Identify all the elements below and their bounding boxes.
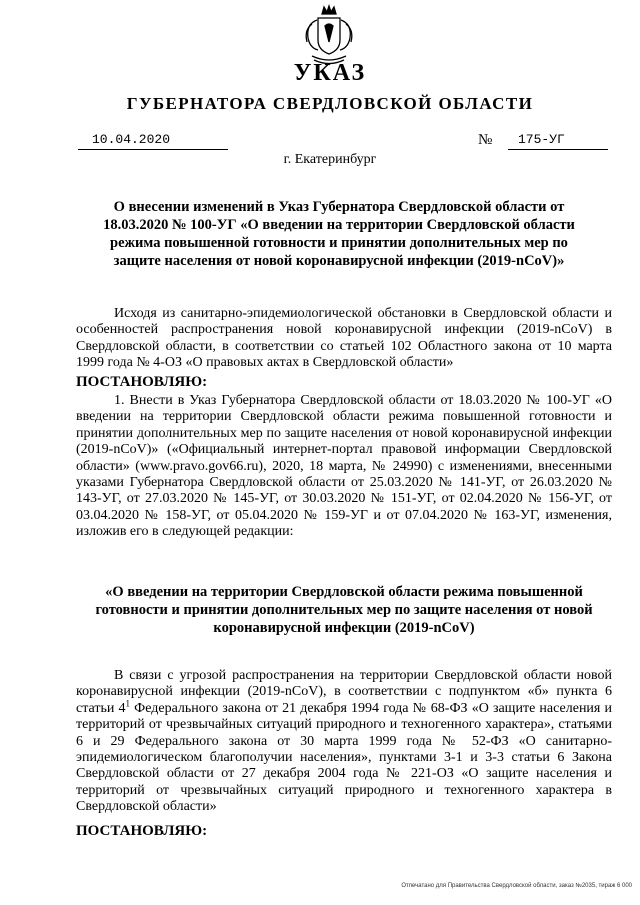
document-type-title: УКАЗ [293,60,367,86]
paragraph-basis-text-b: Федерального закона от 21 декабря 1994 года № 68-ФЗ «О защите населения и территорий от чрезвычайных ситуаций природного и техногенного характера», статьями 6 и 29 Федерального закона от 30 марта 1999 года № 52-ФЗ «О санитарно-эпидемиологическом благополучии населения», пунктами 3-1 и 3-3 статьи 6 Закона Свердловской области от 27 декабря 2004 года № 221-ОЗ «О защите населения и территорий от чрезвычайных ситуаций природного и техногенного характера в Свердловской области» [76,700,612,815]
paragraph-item-1 [76,393,612,541]
number-label: № [478,132,493,148]
paragraph-basis-text-a: В связи с угрозой распространения на территории Свердловской области новой коронавирусной инфекции (2019-nCoV), в соответствии с подпунктом «б» пункта 6 статьи 4 [76,668,612,716]
amended-title: «О введении на территории Свердловской области режима повышенной готовности и принятии дополнительных мер по защите населения от новой коронавирусной инфекции (2019-nCoV) [95,584,593,636]
paragraph-preamble-text: Исходя из санитарно-эпидемиологической обстановки в Свердловской области и особенностей распространения новой коронавирусной инфекции (2019-nCoV) в Свердловской области, в соответствии со статьей 102 Областного закона от 10 марта 1999 года № 4-ОЗ «О правовых актах в Свердловской области» [76,306,612,371]
issuer-title: ГУБЕРНАТОРА СВЕРДЛОВСКОЙ ОБЛАСТИ [126,94,534,113]
document-date: 10.04.2020 [78,132,228,150]
print-footer: Отпечатано для Правительства Свердловской области, заказ №2035, тираж 6 000 [401,883,632,889]
decree-word-2: ПОСТАНОВЛЯЮ: [76,823,208,839]
decree-word: ПОСТАНОВЛЯЮ: [76,374,208,390]
article-superscript: 1 [125,698,130,709]
document-number: 175-УГ [508,132,608,150]
city: г. Екатеринбург [283,152,377,167]
paragraph-basis [76,668,612,816]
coat-of-arms-icon [300,4,358,68]
paragraph-preamble [76,306,612,372]
document-title: О внесении изменений в Указ Губернатора Свердловской области от 18.03.2020 № 100-УГ «О введении на территории Свердловской области режима повышенной готовности и принятии дополнительных мер по защите населения от новой коронавирусной инфекции (2019-nCoV)» [103,199,575,269]
paragraph-item-1-text: 1. Внести в Указ Губернатора Свердловской области от 18.03.2020 № 100-УГ «О введении на территории Свердловской области режима повышенной готовности и принятии дополнительных мер по защите населения от новой коронавирусной инфекции (2019-nCoV)» («Официальный интернет-портал правовой информации Свердловской области» (www.pravo.gov66.ru), 2020, 18 марта, № 24990) с изменениями, внесенными указами Губернатора Свердловской области от 25.03.2020 № 141-УГ, от 26.03.2020 № 143-УГ, от 27.03.2020 № 145-УГ, от 30.03.2020 № 151-УГ, от 02.04.2020 № 156-УГ, от 03.04.2020 № 158-УГ, от 05.04.2020 № 159-УГ и от 07.04.2020 № 163-УГ, изменения, изложив его в следующей редакции: [76,393,612,540]
